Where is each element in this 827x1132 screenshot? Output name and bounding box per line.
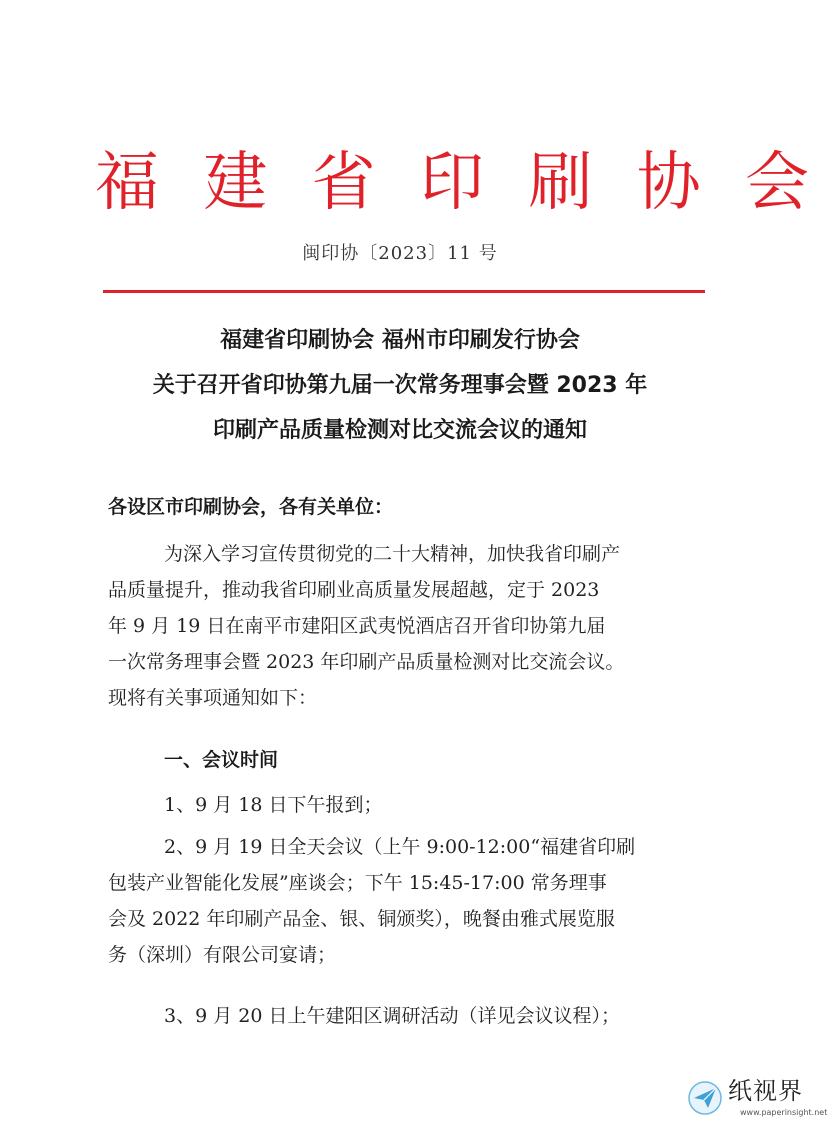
intro-line: 品质量提升，推动我省印刷业高质量发展超越，定于 2023 — [108, 579, 600, 601]
site-watermark — [682, 1072, 827, 1128]
list-item: 1、9 月 18 日下午报到； — [164, 794, 383, 816]
meeting-time-item-3 — [108, 998, 690, 1034]
title-line-2: 关于召开省印协第九届一次常务理事会暨 2023 年 — [152, 373, 648, 398]
intro-line: 现将有关事项通知如下： — [108, 687, 318, 709]
list-item-line: 2、9 月 19 日全天会议（上午 9:00-12:00“福建省印刷 — [164, 836, 636, 858]
watermark-url: www.paperinsight.net — [740, 1108, 827, 1117]
section-heading-meeting-time: 一、会议时间 — [164, 749, 279, 771]
meeting-time-item-2 — [108, 829, 690, 973]
paper-plane-logo-icon — [686, 1078, 724, 1116]
salutation: 各设区市印刷协会，各有关单位： — [108, 496, 394, 518]
list-item-line: 会及 2022 年印刷产品金、银、铜颁奖），晚餐由雅式展览服 — [108, 908, 615, 930]
intro-paragraph — [108, 536, 690, 716]
list-item-line: 务（深圳）有限公司宴请； — [108, 944, 337, 966]
document-number: 闽印协〔2023〕11 号 — [302, 243, 498, 264]
watermark-name: 纸视界 — [728, 1077, 803, 1105]
intro-line: 一次常务理事会暨 2023 年印刷产品质量检测对比交流会议。 — [108, 651, 625, 673]
meeting-time-item-1 — [108, 787, 690, 823]
list-item: 3、9 月 20 日上午建阳区调研活动（详见会议议程）； — [164, 1005, 620, 1027]
intro-line: 为深入学习宣传贯彻党的二十大精神，加快我省印刷产 — [164, 543, 621, 565]
title-line-3: 印刷产品质量检测对比交流会议的通知 — [212, 418, 587, 443]
notice-title — [80, 318, 720, 453]
red-divider-rule — [103, 290, 705, 293]
title-line-1: 福建省印刷协会 福州市印刷发行协会 — [220, 328, 580, 353]
list-item-line: 包装产业智能化发展”座谈会；下午 15:45-17:00 常务理事 — [108, 872, 607, 894]
intro-line: 年 9 月 19 日在南平市建阳区武夷悦酒店召开省印协第九届 — [108, 615, 606, 637]
org-letterhead: 福 建 省 印 刷 协 会 — [95, 146, 822, 220]
